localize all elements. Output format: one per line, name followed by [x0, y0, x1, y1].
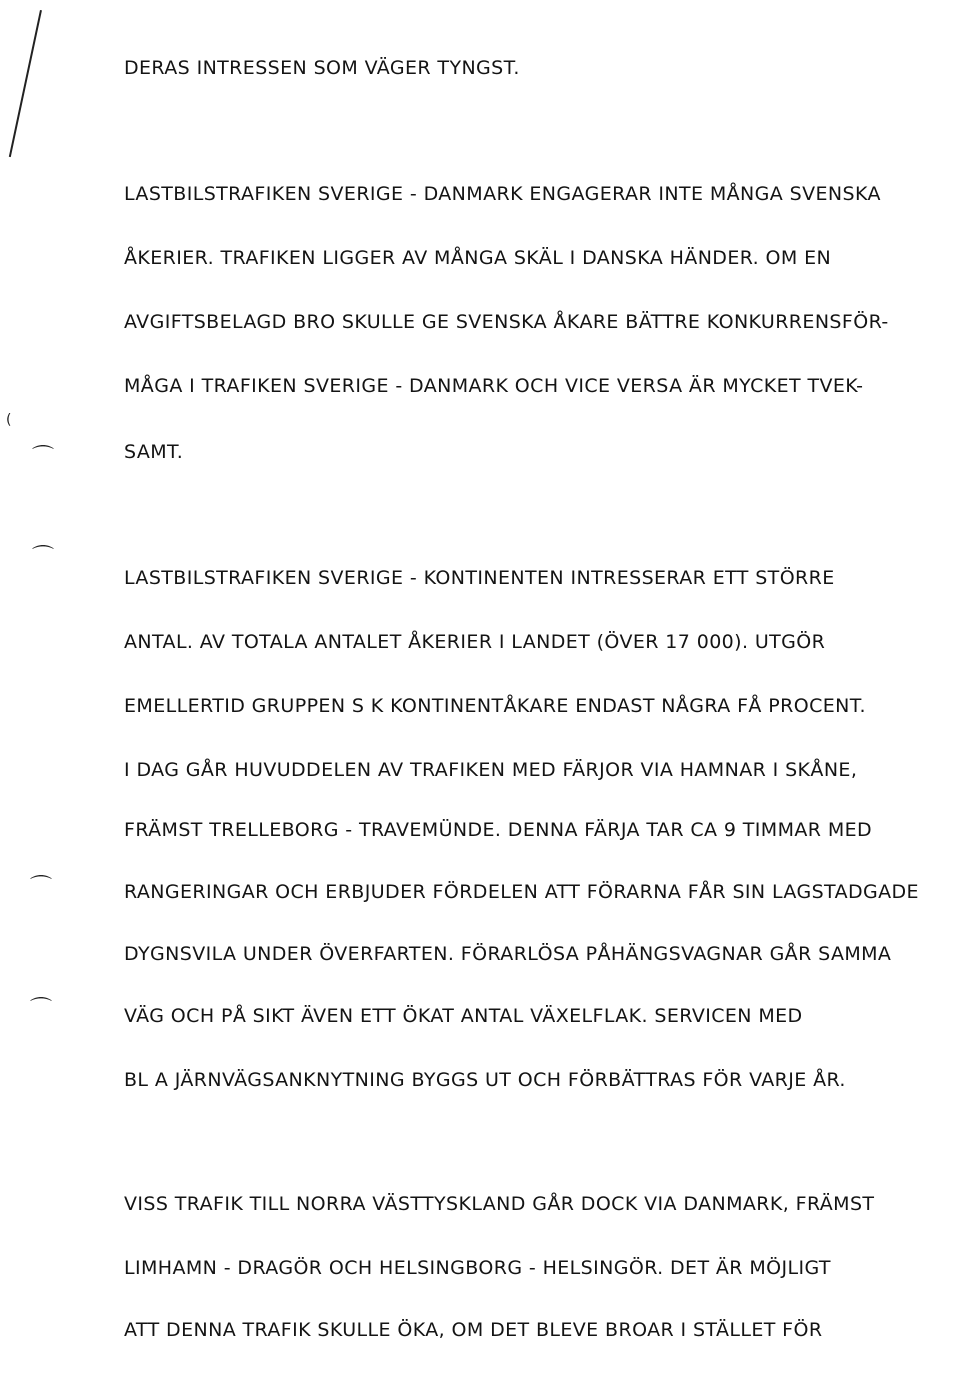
text-line: DYGNSVILA UNDER ÖVERFARTEN. FÖRARLÖSA PÅHÄNGSVAGNAR GÅR SAMMA: [124, 943, 892, 965]
text-line: VÄG OCH PÅ SIKT ÄVEN ETT ÖKAT ANTAL VÄXELFLAK. SERVICEN MED: [124, 1005, 803, 1027]
text-line: LIMHAMN - DRAGÖR OCH HELSINGBORG - HELSINGÖR. DET ÄR MÖJLIGT: [124, 1257, 831, 1279]
text-line: I DAG GÅR HUVUDDELEN AV TRAFIKEN MED FÄRJOR VIA HAMNAR I SKÅNE,: [124, 759, 858, 781]
text-line: RANGERINGAR OCH ERBJUDER FÖRDELEN ATT FÖRARNA FÅR SIN LAGSTADGADE: [124, 881, 919, 903]
text-line: VISS TRAFIK TILL NORRA VÄSTTYSKLAND GÅR DOCK VIA DANMARK, FRÄMST: [124, 1193, 875, 1215]
text-line: SAMT.: [124, 441, 184, 463]
text-line: ÅKERIER. TRAFIKEN LIGGER AV MÅNGA SKÄL I DANSKA HÄNDER. OM EN: [124, 247, 832, 269]
margin-arc-mark: ⌒: [32, 545, 55, 570]
margin-arc-mark: ⌒: [30, 997, 53, 1022]
margin-paren-mark: (: [6, 412, 12, 428]
margin-arc-mark: ⌒: [30, 875, 53, 900]
text-line: BL A JÄRNVÄGSANKNYTNING BYGGS UT OCH FÖRBÄTTRAS FÖR VARJE ÅR.: [124, 1069, 846, 1091]
margin-arc-mark: ⌒: [32, 445, 55, 470]
text-line: EMELLERTID GRUPPEN S K KONTINENTÅKARE ENDAST NÅGRA FÅ PROCENT.: [124, 695, 866, 717]
text-line: DERAS INTRESSEN SOM VÄGER TYNGST.: [124, 57, 520, 79]
margin-scribble: [9, 10, 42, 157]
text-line: MÅGA I TRAFIKEN SVERIGE - DANMARK OCH VICE VERSA ÄR MYCKET TVEK-: [124, 375, 864, 397]
text-line: FRÄMST TRELLEBORG - TRAVEMÜNDE. DENNA FÄRJA TAR CA 9 TIMMAR MED: [124, 819, 873, 841]
text-line: LASTBILSTRAFIKEN SVERIGE - KONTINENTEN INTRESSERAR ETT STÖRRE: [124, 567, 835, 589]
text-line: ANTAL. AV TOTALA ANTALET ÅKERIER I LANDET (ÖVER 17 000). UTGÖR: [124, 631, 826, 653]
text-line: ATT DENNA TRAFIK SKULLE ÖKA, OM DET BLEVE BROAR I STÄLLET FÖR: [124, 1319, 823, 1341]
text-line: AVGIFTSBELAGD BRO SKULLE GE SVENSKA ÅKARE BÄTTRE KONKURRENSFÖR-: [124, 311, 889, 333]
text-line: LASTBILSTRAFIKEN SVERIGE - DANMARK ENGAGERAR INTE MÅNGA SVENSKA: [124, 183, 881, 205]
